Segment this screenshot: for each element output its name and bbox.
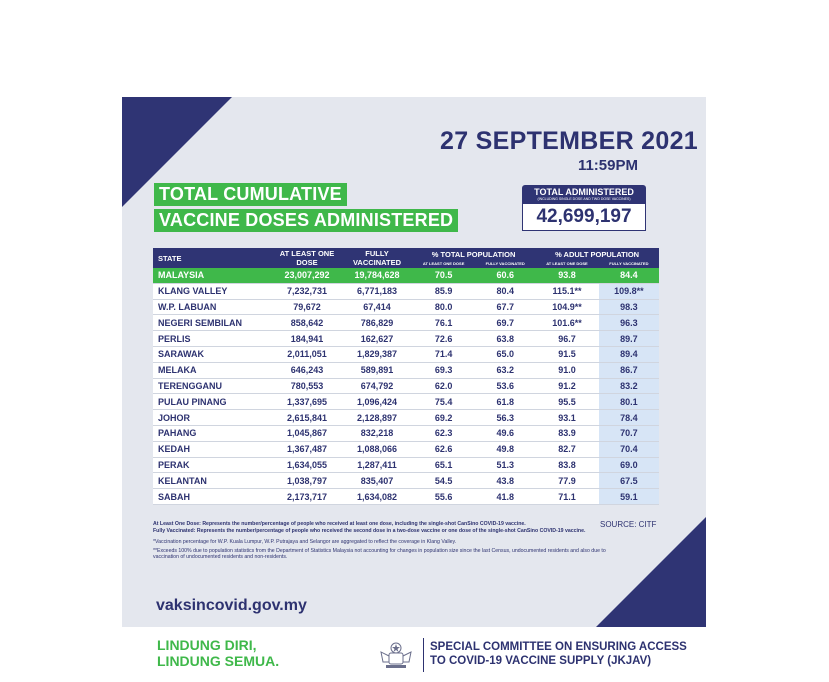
table-row: [153, 410, 659, 426]
cell-tp-one: 71.4: [412, 346, 475, 362]
note-one-dose-label: At Least One Dose:: [153, 521, 201, 527]
cell-tp-full: 60.6: [475, 268, 535, 283]
cell-ap-one: 96.7: [535, 331, 599, 347]
cell-one-dose: 2,615,841: [272, 410, 342, 426]
cell-state: KELANTAN: [153, 473, 272, 489]
cell-state: SABAH: [153, 489, 272, 505]
vaccination-table: [153, 248, 659, 505]
table-row: [153, 489, 659, 505]
report-date: 27 SEPTEMBER 2021: [440, 127, 698, 155]
cell-tp-one: 85.9: [412, 283, 475, 299]
note-fully-text: Represents the number/percentage of people who received the second dose in a two-dose vaccine or one dose of the single-shot CanSino COVID-19 vaccine.: [196, 527, 586, 534]
cell-state: SARAWAK: [153, 346, 272, 362]
cell-fully: 1,096,424: [342, 394, 412, 410]
cell-state: W.P. LABUAN: [153, 299, 272, 315]
cell-fully: 1,829,387: [342, 346, 412, 362]
cell-ap-one: 95.5: [535, 394, 599, 410]
col-fully-vaccinated: FULLY VACCINATED: [342, 248, 412, 268]
committee-line2: TO COVID-19 VACCINE SUPPLY (JKJAV): [430, 655, 652, 667]
cell-fully: 832,218: [342, 425, 412, 441]
cell-ap-full: 83.2: [599, 378, 659, 394]
cell-tp-one: 69.2: [412, 410, 475, 426]
cell-tp-full: 41.8: [475, 489, 535, 505]
cell-ap-full: 98.3: [599, 299, 659, 315]
cell-tp-one: 54.5: [412, 473, 475, 489]
cell-one-dose: 7,232,731: [272, 283, 342, 299]
cell-ap-one: 93.8: [535, 268, 599, 283]
col-adult-population: % ADULT POPULATION: [535, 248, 659, 260]
cell-fully: 1,634,082: [342, 489, 412, 505]
total-administered-value: 42,699,197: [522, 203, 646, 231]
sub-adult-fully: FULLY VACCINATED: [599, 260, 659, 268]
cell-one-dose: 1,367,487: [272, 441, 342, 457]
cell-ap-one: 91.5: [535, 346, 599, 362]
footer-divider: [423, 638, 424, 672]
cell-ap-one: 115.1**: [535, 283, 599, 299]
cell-state: KEDAH: [153, 441, 272, 457]
cell-ap-full: 69.0: [599, 457, 659, 473]
cell-tp-full: 63.2: [475, 362, 535, 378]
table-row: [153, 299, 659, 315]
committee-line1: SPECIAL COMMITTEE ON ENSURING ACCESS: [430, 641, 687, 653]
cell-state: TERENGGANU: [153, 378, 272, 394]
table-row: [153, 315, 659, 331]
slogan: [157, 637, 279, 669]
cell-one-dose: 2,173,717: [272, 489, 342, 505]
cell-tp-one: 62.3: [412, 425, 475, 441]
cell-fully: 786,829: [342, 315, 412, 331]
table-row: [153, 441, 659, 457]
cell-ap-full: 70.4: [599, 441, 659, 457]
cell-tp-full: 80.4: [475, 283, 535, 299]
sub-adult-one-dose: AT LEAST ONE DOSE: [535, 260, 599, 268]
cell-one-dose: 858,642: [272, 315, 342, 331]
cell-tp-one: 69.3: [412, 362, 475, 378]
table-row: [153, 283, 659, 299]
col-at-least-one-dose: AT LEAST ONE DOSE: [272, 248, 342, 268]
cell-ap-full: 70.7: [599, 425, 659, 441]
cell-tp-full: 69.7: [475, 315, 535, 331]
cell-fully: 1,287,411: [342, 457, 412, 473]
cell-one-dose: 79,672: [272, 299, 342, 315]
total-administered-sublabel: (INCLUDING SINGLE DOSE AND TWO DOSE VACCINES): [522, 197, 646, 203]
cell-ap-full: 96.3: [599, 315, 659, 331]
table-row: [153, 457, 659, 473]
note-exceeds: **Exceeds 100% due to population statistics from the Department of Statistics Malaysia not accounting for changes in population size since the last Census, undocumented residents and also due to vaccination of undocumented residents and non-residents.: [153, 547, 606, 561]
cell-tp-one: 72.6: [412, 331, 475, 347]
cell-ap-one: 104.9**: [535, 299, 599, 315]
cell-one-dose: 23,007,292: [272, 268, 342, 283]
malaysia-coat-of-arms-icon: [376, 640, 416, 670]
cell-one-dose: 1,634,055: [272, 457, 342, 473]
sub-total-fully: FULLY VACCINATED: [475, 260, 535, 268]
cell-tp-one: 80.0: [412, 299, 475, 315]
cell-ap-one: 83.9: [535, 425, 599, 441]
cell-fully: 674,792: [342, 378, 412, 394]
cell-one-dose: 2,011,051: [272, 346, 342, 362]
cell-ap-full: 86.7: [599, 362, 659, 378]
cell-tp-one: 62.6: [412, 441, 475, 457]
col-state: STATE: [153, 248, 272, 268]
table-row: [153, 362, 659, 378]
cell-tp-full: 63.8: [475, 331, 535, 347]
cell-tp-one: 76.1: [412, 315, 475, 331]
cell-fully: 1,088,066: [342, 441, 412, 457]
cell-fully: 589,891: [342, 362, 412, 378]
cell-one-dose: 1,045,867: [272, 425, 342, 441]
col-total-population: % TOTAL POPULATION: [412, 248, 535, 260]
website-link[interactable]: vaksincovid.gov.my: [156, 597, 307, 614]
total-administered-box: [522, 185, 646, 231]
cell-ap-one: 91.0: [535, 362, 599, 378]
cell-ap-one: 82.7: [535, 441, 599, 457]
cell-tp-one: 55.6: [412, 489, 475, 505]
cell-fully: 6,771,183: [342, 283, 412, 299]
slogan-line2: LINDUNG SEMUA.: [157, 653, 280, 669]
sub-total-one-dose: AT LEAST ONE DOSE: [412, 260, 475, 268]
report-time: 11:59PM: [577, 157, 638, 174]
source-label: SOURCE: CITF: [600, 520, 657, 529]
cell-tp-full: 51.3: [475, 457, 535, 473]
cell-tp-one: 75.4: [412, 394, 475, 410]
cell-state: PAHANG: [153, 425, 272, 441]
cell-ap-one: 101.6**: [535, 315, 599, 331]
cell-fully: 2,128,897: [342, 410, 412, 426]
cell-one-dose: 184,941: [272, 331, 342, 347]
table-row: [153, 378, 659, 394]
cell-state: PERLIS: [153, 331, 272, 347]
cell-ap-one: 83.8: [535, 457, 599, 473]
cell-tp-full: 49.8: [475, 441, 535, 457]
note-fully-label: Fully Vaccinated:: [153, 527, 196, 534]
cell-ap-one: 91.2: [535, 378, 599, 394]
table-row: [153, 394, 659, 410]
table-row: [153, 268, 659, 283]
headline-line1: TOTAL CUMULATIVE: [154, 183, 347, 206]
cell-tp-full: 49.6: [475, 425, 535, 441]
cell-ap-full: 67.5: [599, 473, 659, 489]
cell-state: PERAK: [153, 457, 272, 473]
slogan-line1: LINDUNG DIRI,: [157, 637, 257, 653]
headline-line2: VACCINE DOSES ADMINISTERED: [154, 209, 458, 232]
cell-state: PULAU PINANG: [153, 394, 272, 410]
cell-one-dose: 780,553: [272, 378, 342, 394]
table-row: [153, 331, 659, 347]
committee-name: [430, 640, 687, 668]
cell-one-dose: 1,038,797: [272, 473, 342, 489]
cell-tp-full: 61.8: [475, 394, 535, 410]
cell-ap-full: 59.1: [599, 489, 659, 505]
cell-ap-full: 84.4: [599, 268, 659, 283]
cell-tp-one: 70.5: [412, 268, 475, 283]
cell-fully: 835,407: [342, 473, 412, 489]
cell-state: KLANG VALLEY: [153, 283, 272, 299]
cell-ap-one: 71.1: [535, 489, 599, 505]
table-row: [153, 425, 659, 441]
cell-ap-full: 89.4: [599, 346, 659, 362]
cell-state: NEGERI SEMBILAN: [153, 315, 272, 331]
cell-state: MALAYSIA: [153, 268, 272, 283]
cell-ap-full: 80.1: [599, 394, 659, 410]
cell-tp-full: 67.7: [475, 299, 535, 315]
infographic-card: [122, 97, 706, 627]
cell-tp-full: 56.3: [475, 410, 535, 426]
cell-state: JOHOR: [153, 410, 272, 426]
cell-tp-full: 65.0: [475, 346, 535, 362]
cell-ap-full: 89.7: [599, 331, 659, 347]
note-one-dose-text: Represents the number/percentage of people who received at least one dose, including the single-shot CanSino COVID-19 vaccine.: [202, 521, 526, 527]
cell-ap-one: 93.1: [535, 410, 599, 426]
cell-state: MELAKA: [153, 362, 272, 378]
cell-tp-full: 53.6: [475, 378, 535, 394]
headline: [154, 183, 458, 235]
footnotes: [153, 521, 623, 563]
cell-tp-one: 65.1: [412, 457, 475, 473]
cell-one-dose: 646,243: [272, 362, 342, 378]
cell-one-dose: 1,337,695: [272, 394, 342, 410]
cell-tp-full: 43.8: [475, 473, 535, 489]
cell-fully: 19,784,628: [342, 268, 412, 283]
cell-fully: 162,627: [342, 331, 412, 347]
cell-ap-full: 78.4: [599, 410, 659, 426]
cell-fully: 67,414: [342, 299, 412, 315]
cell-ap-full: 109.8**: [599, 283, 659, 299]
note-aggregation: *Vaccination percentage for W.P. Kuala Lumpur, W.P. Putrajaya and Selangor are aggregated to reflect the coverage in Klang Valley.: [153, 539, 457, 546]
table-row: [153, 346, 659, 362]
table-row: [153, 473, 659, 489]
cell-ap-one: 77.9: [535, 473, 599, 489]
cell-tp-one: 62.0: [412, 378, 475, 394]
total-administered-label: TOTAL ADMINISTERED: [522, 185, 646, 197]
date-block: [440, 127, 698, 174]
